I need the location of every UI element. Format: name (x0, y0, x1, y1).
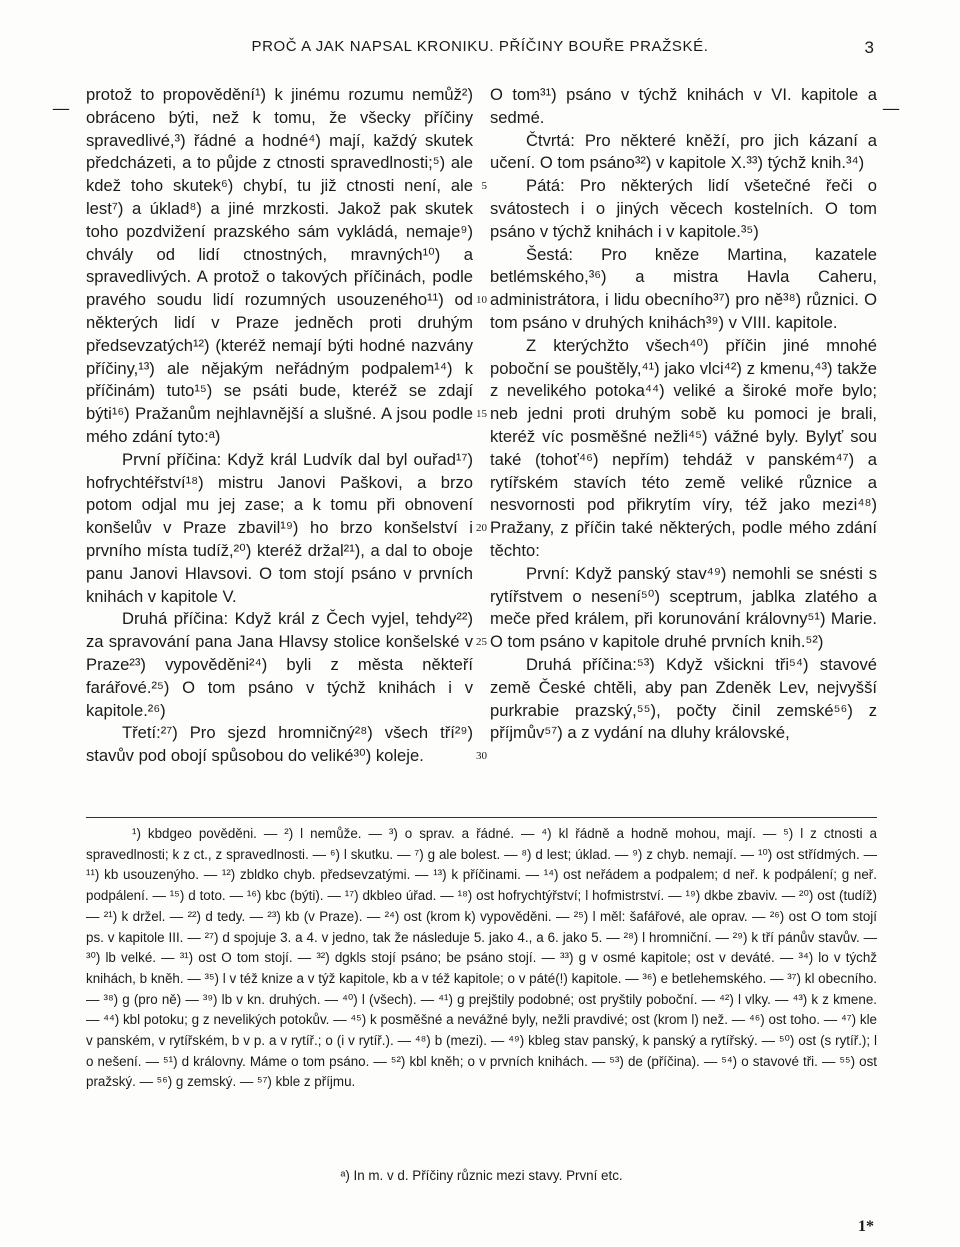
running-head: PROČ A JAK NAPSAL KRONIKU. PŘÍČINY BOUŘE PRAŽSKÉ. (251, 38, 709, 55)
right-paragraph-5: Z kterýchžto všech⁴⁰) příčin jiné mnohé poboční se pouštěly,⁴¹) jako vlci⁴²) z kmenu,⁴³) takže z nevelikého potoka⁴⁴) veliké a široké moře bylo; neb jedni proti druhým sobě ku pomoci je brali, kteréž víc posměšné nežli⁴⁵) vážné byly. Bylyť sou také (tohoť⁴⁶) nepřím) tehdáž v panském⁴⁷) a rytířském stavích této země veliké různice a nesvornosti pod přikrytím víry, též jako mezi⁴⁸) Pražany, z příčin také některých, podle mého zdání těchto: (490, 335, 877, 560)
footnotes: ¹) kbdgeo pověděni. — ²) l nemůže. — ³) o sprav. a řádné. — ⁴) kl řádně a hodně mohou, mají. — ⁵) l z ctnosti a spravedlnosti; k z ct., z spravedlnosti. — ⁶) l skutku. — ⁷) g ale bolest. — ⁸) d lest; úklad. — ⁹) z chyb. nemají. — ¹⁰) ost střídmých. — ¹¹) kb usouzenýho. — ¹²) zbldko chyb. předsevzatými. — ¹³) k příčinami. — ¹⁴) ost neřádem a podpalem; d neř. k podpálení; g neř. podpálení. — ¹⁵) d toto. — ¹⁶) kbc (býti). — ¹⁷) dkbleo úřad. — ¹⁸) ost hofrychtýřství; l hofmistrství. — ¹⁹) dkbe zbaviv. — ²⁰) ost (tudíž) — ²¹) k držel. — ²²) d tedy. — ²³) kb (v Praze). — ²⁴) ost (krom k) vypověděni. — ²⁵) l měl: šafářové, ale oprav. — ²⁶) ost O tom stojí ps. v kapitole III. — ²⁷) d spojuje 3. a 4. v jedno, tak že následuje 5. jako 4., a 6. jako 5. — ²⁸) l hromniční. — ²⁹) k tří pánův stavův. — ³⁰) lb velké. — ³¹) ost O tom stojí. — ³²) dgkls stojí psáno; be psáno stojí. — ³³) g v osmé kapitole; ost v deváté. — ³⁴) lo v týchž knihách, b kněh. — ³⁵) l v též knize a v týž kapitole, kb a v též kapitole; o v páté(!) kapitole. — ³⁶) e betlehemského. — ³⁷) kl obecního. — ³⁸) g (pro ně) — ³⁹) lb v kn. druhých. — ⁴⁰) l (všech). — ⁴¹) g prejštily podobné; ost pryštily poboční. — ⁴²) l vlky. — ⁴³) k z kmene. — ⁴⁴) kbl potoku; g z nevelikých potokův. — ⁴⁵) k posměšné a nevážné byly, nežli pravdivé; ost (krom l) než. — ⁴⁶) ost toho. — ⁴⁷) kle v panském, v rytířském, b v p. a v rytíř.; o (i v rytíř.). — ⁴⁸) b (mezi). — ⁴⁹) kbleg stav panský, k panský a rytířský. — ⁵⁰) ost (s rytíř.); l o nešení. — ⁵¹) d královny. Máme o tom psáno. — ⁵²) kbl kněh; o v prvních knihách. — ⁵³) de (příčina). — ⁵⁴) o stavové tři. — ⁵⁵) ost pražský. — ⁵⁶) g zemský. — ⁵⁷) kble z příjmu. (86, 826, 877, 1090)
line-number: 15 (476, 408, 487, 420)
left-margin-dash: — (52, 98, 70, 119)
left-paragraph-2: První příčina: Když král Ludvík dal byl ouřad¹⁷) hofrychtéřství¹⁸) mistru Janovi Paškovi, a brzo potom odjal mu jej zase; a k tomu při obnovení konšelův v Praze zbavil¹⁹) ho brzo konšelství i prvního místa tudíž,²⁰) kteréž držal²¹), a dal to oboje panu Janovi Hlavsovi. O tom stojí psáno v prvních knihách v kapitole V. (86, 449, 473, 606)
right-column (490, 84, 877, 745)
line-number: 20 (476, 522, 487, 534)
line-number: 10 (476, 294, 487, 306)
editorial-note: ᵃ) In m. v d. Příčiny různic mezi stavy. První etc. (340, 1168, 623, 1183)
line-number: 30 (476, 750, 487, 762)
left-paragraph-4: Třetí:²⁷) Pro sjezd hromničný²⁸) všech tří²⁹) stavův pod obojí spůsobou do veliké³⁰) koleje. (86, 723, 473, 766)
page-header (0, 38, 960, 62)
left-column (86, 84, 473, 768)
signature-mark: 1* (858, 1218, 874, 1235)
right-paragraph-1: O tom³¹) psáno v týchž knihách v VI. kapitole a sedmé. (490, 85, 877, 127)
right-margin-dash: — (882, 98, 900, 119)
line-number: 5 (481, 180, 487, 192)
left-paragraph-3: Druhá příčina: Když král z Čech vyjel, tehdy²²) za spravování pana Jana Hlavsy stolice konšelské v Praze²³) vypověděni²⁴) byli z města někteří farářové.²⁵) O tom psáno v týchž knihách i v kapitole.²⁶) (86, 609, 473, 720)
right-paragraph-4: Šestá: Pro kněze Martina, kazatele betlémského,³⁶) a mistra Havla Caheru, administrátora, i lidu obecního³⁷) pro ně³⁸) různici. O tom psáno v druhých knihách³⁹) v VIII. kapitole. (490, 244, 877, 332)
right-paragraph-6: První: Když panský stav⁴⁹) nemohli se snésti s rytířstvem o nesení⁵⁰) sceptrum, jablka zlatého a meče před králem, při korunování královny⁵¹) Marie. O tom psáno v kapitole druhé prvních knih.⁵²) (490, 563, 877, 652)
left-paragraph-1: protož to propovědění¹) k jinému rozumu nemůž²) obráceno býti, než k tomu, že všecky příčiny spravedlivé,³) řádné a hodné⁴) mají, každý skutek předcházeti, a to půjde z ctnosti spravedlnosti;⁵) ale kdež toho skutek⁶) chybí, tu již ctnosti není, ale lest⁷) a úklad⁸) a jiné mrzkosti. Jakož pak skutek toho pozdvižení prazského sám vykládá, nemaje⁹) chvály od lidí ctnostných, mravných¹⁰) a spravedlivých. A protož o takových příčinách, podle pravého soudu lidí rozumných usouzeného¹¹) od některých lidí v Praze jedněch proti druhým předsevzatých¹²) (kteréž nemají býti hodné nazvány příčiny,¹³) ale nějakým neřádným podpalem¹⁴) k příčinám) tuto¹⁵) se psáti bude, kteréž se zdají býti¹⁶) Pražanům nejhlavnější a slušné. A jsou podle mého zdání tyto:ᵃ) (86, 85, 473, 446)
right-paragraph-3: Pátá: Pro některých lidí všetečné řeči o svátostech i o jiných věcech kostelních. O tom psáno v týchž knihách i v kapitole.³⁵) (490, 176, 877, 241)
line-number: 25 (476, 636, 487, 648)
right-paragraph-7: Druhá příčina:⁵³) Když všickni tři⁵⁴) stavové země České chtěli, aby pan Zdeněk Lev, nejvyšší purkrabie prazský,⁵⁵), počty činil zemské⁵⁶) z příjmův⁵⁷) a z vydání na dluhy královské, (490, 654, 877, 743)
right-paragraph-2: Čtvrtá: Pro některé kněží, pro jich kázaní a učení. O tom psáno³²) v kapitole X.³³) týchž knih.³⁴) (490, 130, 877, 173)
page-number: 3 (864, 38, 874, 57)
footnote-divider (86, 817, 877, 818)
